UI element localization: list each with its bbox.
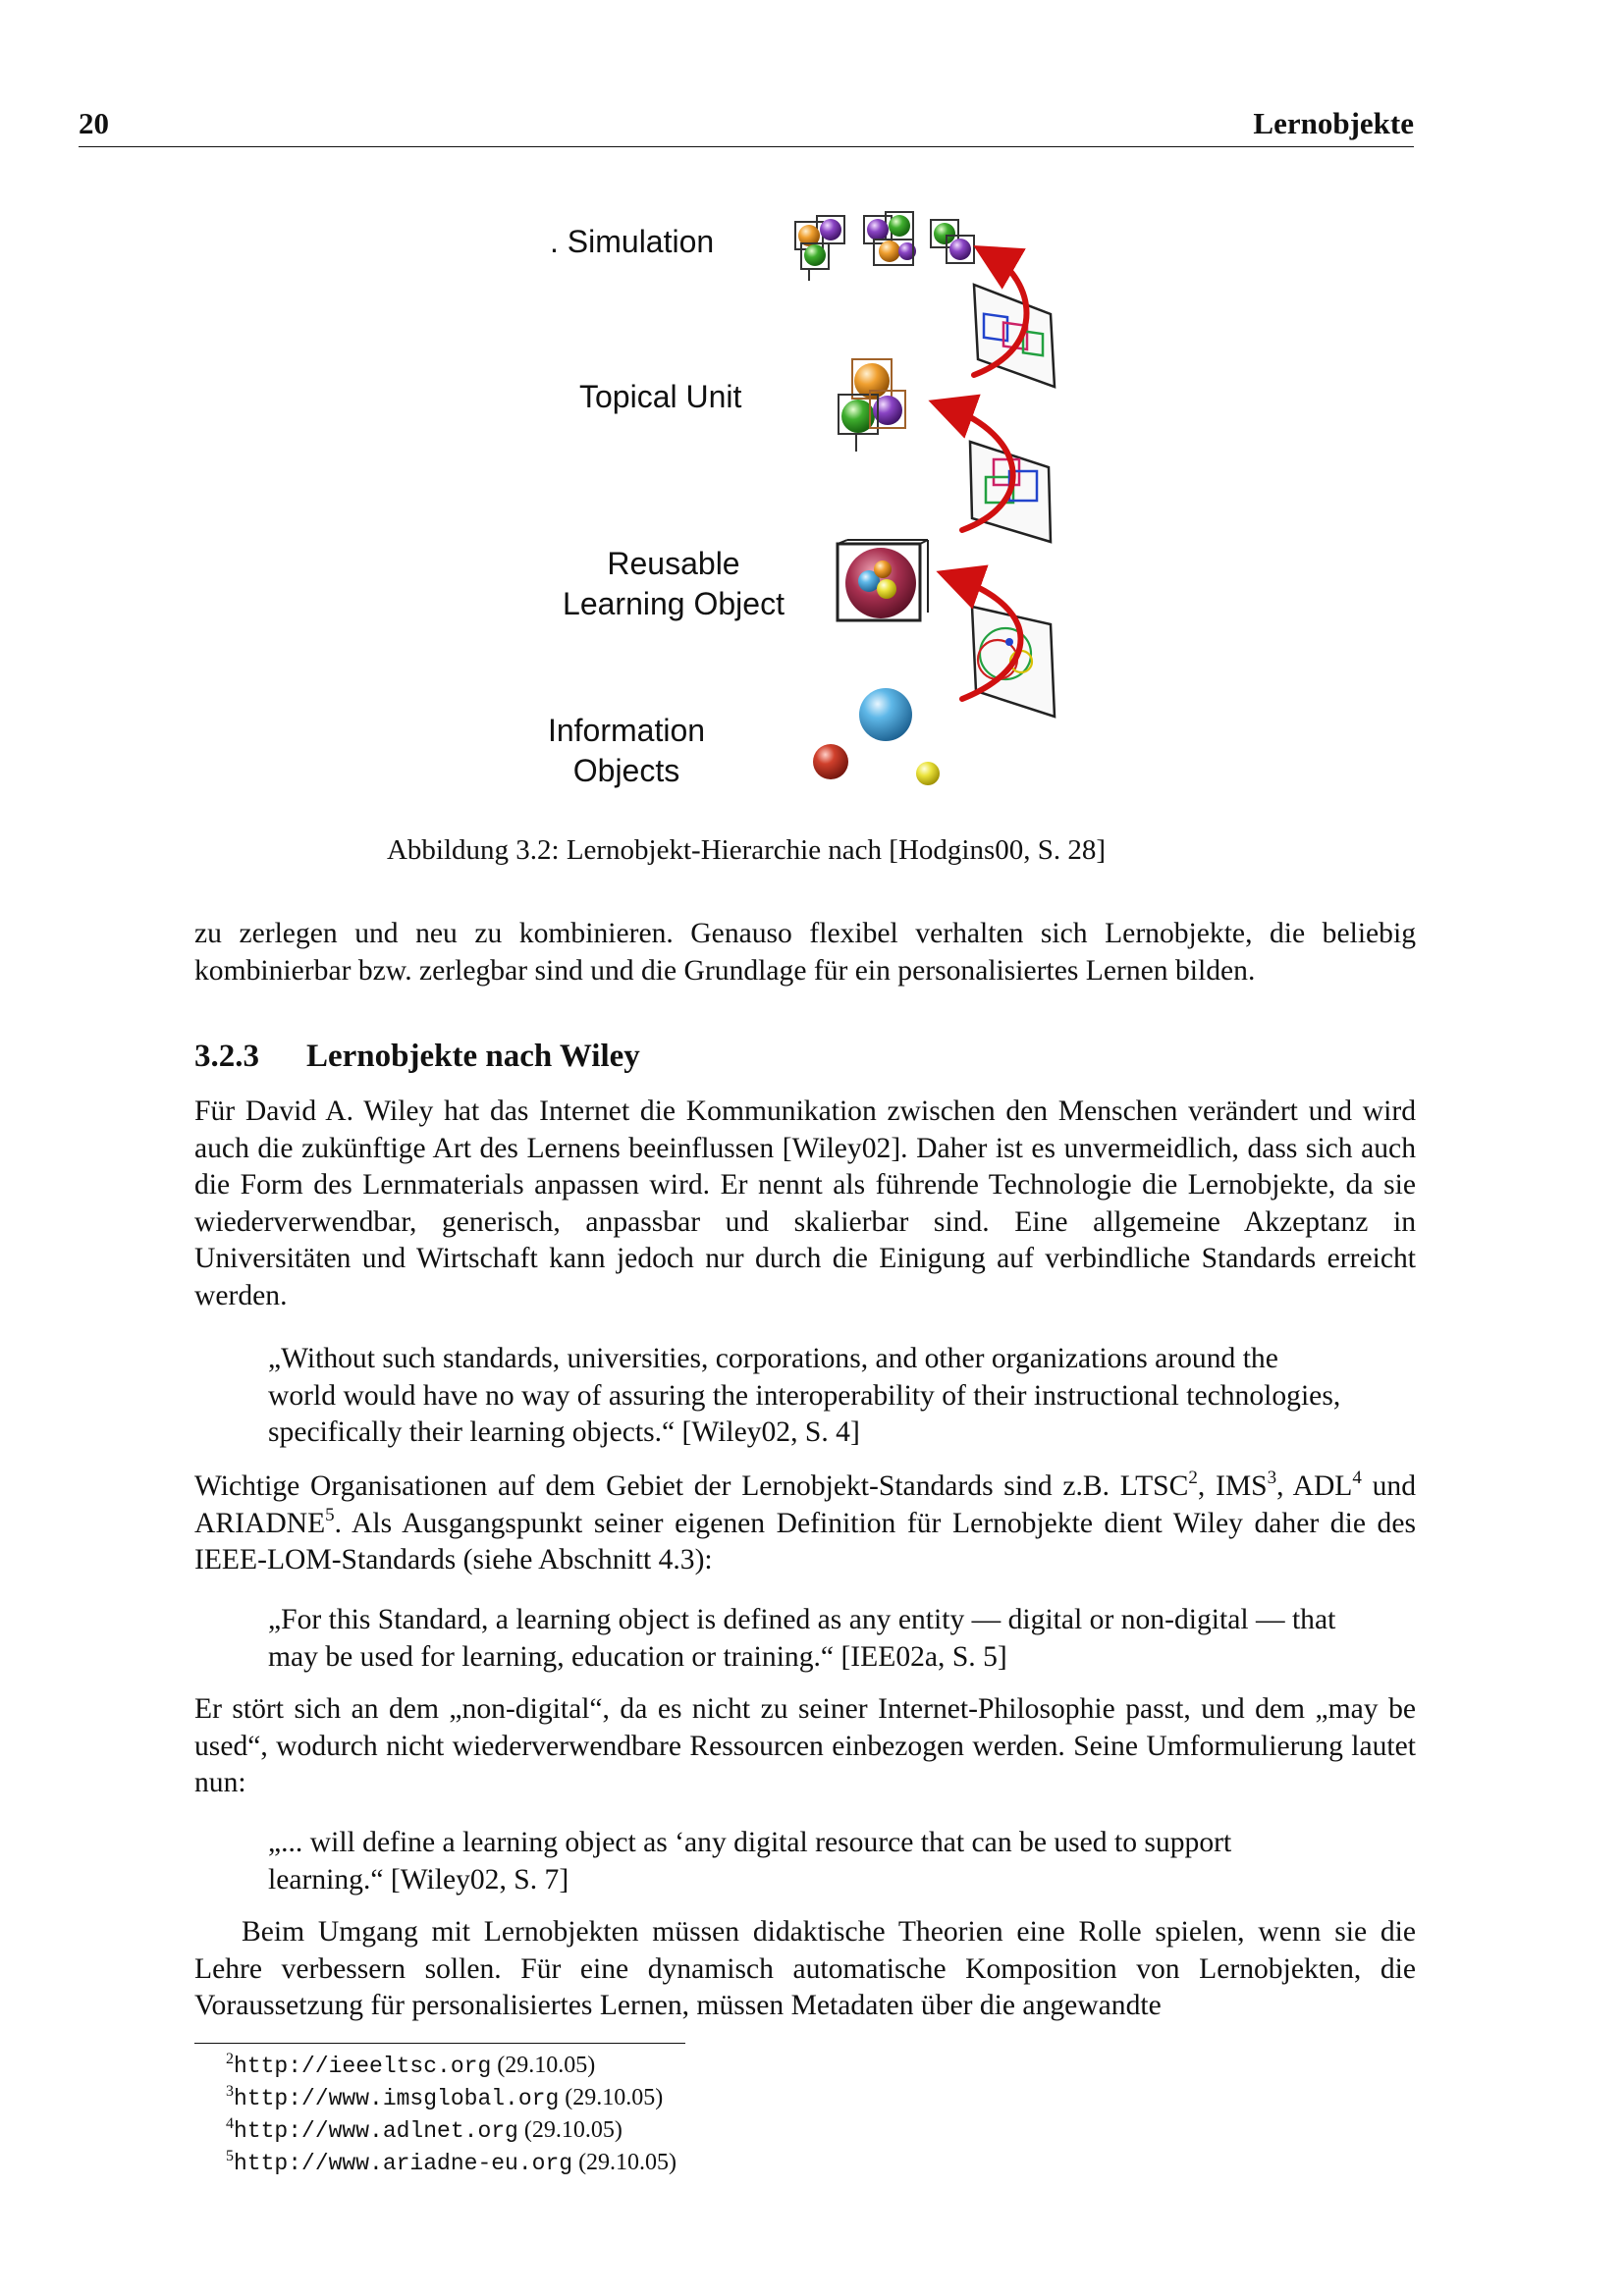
header-rule	[79, 146, 1414, 147]
paragraph-2-text: Für David A. Wiley hat das Internet die Kommunikation zwischen den Menschen verändert und wird auch die zukünftige Art des Lernens beeinflussen [Wiley02]. Daher ist es unvermeidlich, dass sich auch die Form des Lernmaterials anpassen wird. Er nennt als führende Technologie die Lernobjekte, da sie wiederverwendbar, generisch, anpassbar und skalierbar sind. Eine allgemeine Akzeptanz in Universitäten und Wirtschaft kann jedoch nur durch die Einigung auf verbindliche Standards erreicht werden.	[194, 1095, 1416, 1311]
quote-1: „Without such standards, universities, corporations, and other organizations around the world would have no way of assuring the interoperability of their instructional technologies, specifically their learning objects.“ [Wiley02, S. 4]	[268, 1343, 1341, 1448]
footnote-ref-4[interactable]: 4	[1352, 1468, 1362, 1488]
reusable-learning-object-icon	[838, 540, 928, 620]
footnote-number: 5	[226, 2148, 234, 2164]
footnote-url[interactable]: http://www.ariadne-eu.org	[234, 2151, 573, 2176]
paragraph-3-part2: , IMS	[1197, 1470, 1268, 1502]
footnote-number: 3	[226, 2083, 234, 2100]
paragraph-3-part4: und ARIADNE	[194, 1470, 1416, 1539]
footnote-url[interactable]: http://ieeeltsc.org	[234, 2054, 492, 2079]
label-reusable-line1: Reusable	[607, 546, 740, 581]
label-information-line1: Information	[547, 713, 706, 748]
paragraph-3-text	[194, 1468, 1416, 1579]
paragraph-3	[194, 1468, 1416, 1579]
label-reusable-line2: Learning Object	[563, 586, 785, 621]
footnote-ref-3[interactable]: 3	[1267, 1468, 1277, 1488]
footnote-3	[226, 2082, 677, 2114]
paragraph-1	[194, 916, 1416, 989]
quote-2: „For this Standard, a learning object is defined as any entity — digital or non-digital — that may be used for learning, education or training.“ [IEE02a, S. 5]	[268, 1604, 1336, 1673]
paragraph-5-text: Beim Umgang mit Lernobjekten müssen didaktische Theorien eine Rolle spielen, wenn sie die Lehre verbessern sollen. Für eine dynamisch automatische Komposition von Lernobjekten, die Voraussetzung für personalisiertes Lernen, müssen Metadaten über die angewandte	[194, 1916, 1416, 2021]
paragraph-2	[194, 1094, 1416, 1314]
footnote-4	[226, 2114, 677, 2147]
quote-3: „... will define a learning object as ‘any digital resource that can be used to support learning.“ [Wiley02, S. 7]	[268, 1827, 1232, 1896]
footnote-5	[226, 2147, 677, 2179]
information-objects-spheres	[813, 688, 940, 785]
section-title: Lernobjekte nach Wiley	[306, 1039, 640, 1074]
running-header	[79, 106, 1414, 145]
footnote-date: (29.10.05)	[572, 2150, 677, 2175]
label-information-line2: Objects	[572, 753, 680, 788]
hierarchy-illustration	[511, 177, 1119, 805]
footnote-date: (29.10.05)	[517, 2117, 623, 2143]
paragraph-3-part1: Wichtige Organisationen auf dem Gebiet der Lernobjekt-Standards sind z.B. LTSC	[194, 1470, 1189, 1502]
simulation-cluster	[795, 212, 974, 281]
figure-caption: Abbildung 3.2: Lernobjekt-Hierarchie nach [Hodgins00, S. 28]	[386, 834, 1107, 866]
paragraph-3-part5: . Als Ausgangspunkt seiner eigenen Definition für Lernobjekte dient Wiley daher die des IEEE-LOM-Standards (siehe Abschnitt 4.3):	[194, 1507, 1416, 1575]
label-topical-unit: Topical Unit	[579, 379, 742, 414]
chapter-title: Lernobjekte	[1253, 106, 1414, 140]
footnote-date: (29.10.05)	[559, 2085, 664, 2110]
footnote-rule	[194, 2043, 685, 2044]
footnote-date: (29.10.05)	[491, 2053, 596, 2078]
footnote-ref-2[interactable]: 2	[1188, 1468, 1198, 1488]
page-number: 20	[79, 106, 109, 140]
topical-unit-cluster	[839, 359, 905, 452]
paragraph-4	[194, 1691, 1416, 1802]
footnote-url[interactable]: http://www.adlnet.org	[234, 2118, 518, 2144]
label-simulation: . Simulation	[550, 224, 715, 259]
footnote-number: 2	[226, 2051, 234, 2067]
footnote-2	[226, 2050, 677, 2082]
learning-object-hierarchy-figure	[511, 177, 1119, 805]
paragraph-5	[194, 1914, 1416, 2025]
section-number: 3.2.3	[194, 1039, 259, 1074]
footnote-url[interactable]: http://www.imsglobal.org	[234, 2086, 560, 2111]
section-heading	[194, 1039, 640, 1075]
footnotes	[226, 2050, 677, 2179]
paragraph-1-text: zu zerlegen und neu zu kombinieren. Genauso flexibel verhalten sich Lernobjekte, die beliebig kombinierbar bzw. zerlegbar sind und die Grundlage für ein personalisiertes Lernen bilden.	[194, 918, 1416, 987]
footnote-ref-5[interactable]: 5	[325, 1504, 335, 1525]
paragraph-3-part3: , ADL	[1276, 1470, 1353, 1502]
paragraph-4-text: Er stört sich an dem „non-digital“, da es nicht zu seiner Internet-Philosophie passt, und dem „may be used“, wodurch nicht wiederverwendbare Ressourcen einbezogen werden. Seine Umformulierung lautet nun:	[194, 1693, 1416, 1798]
footnote-number: 4	[226, 2115, 234, 2132]
